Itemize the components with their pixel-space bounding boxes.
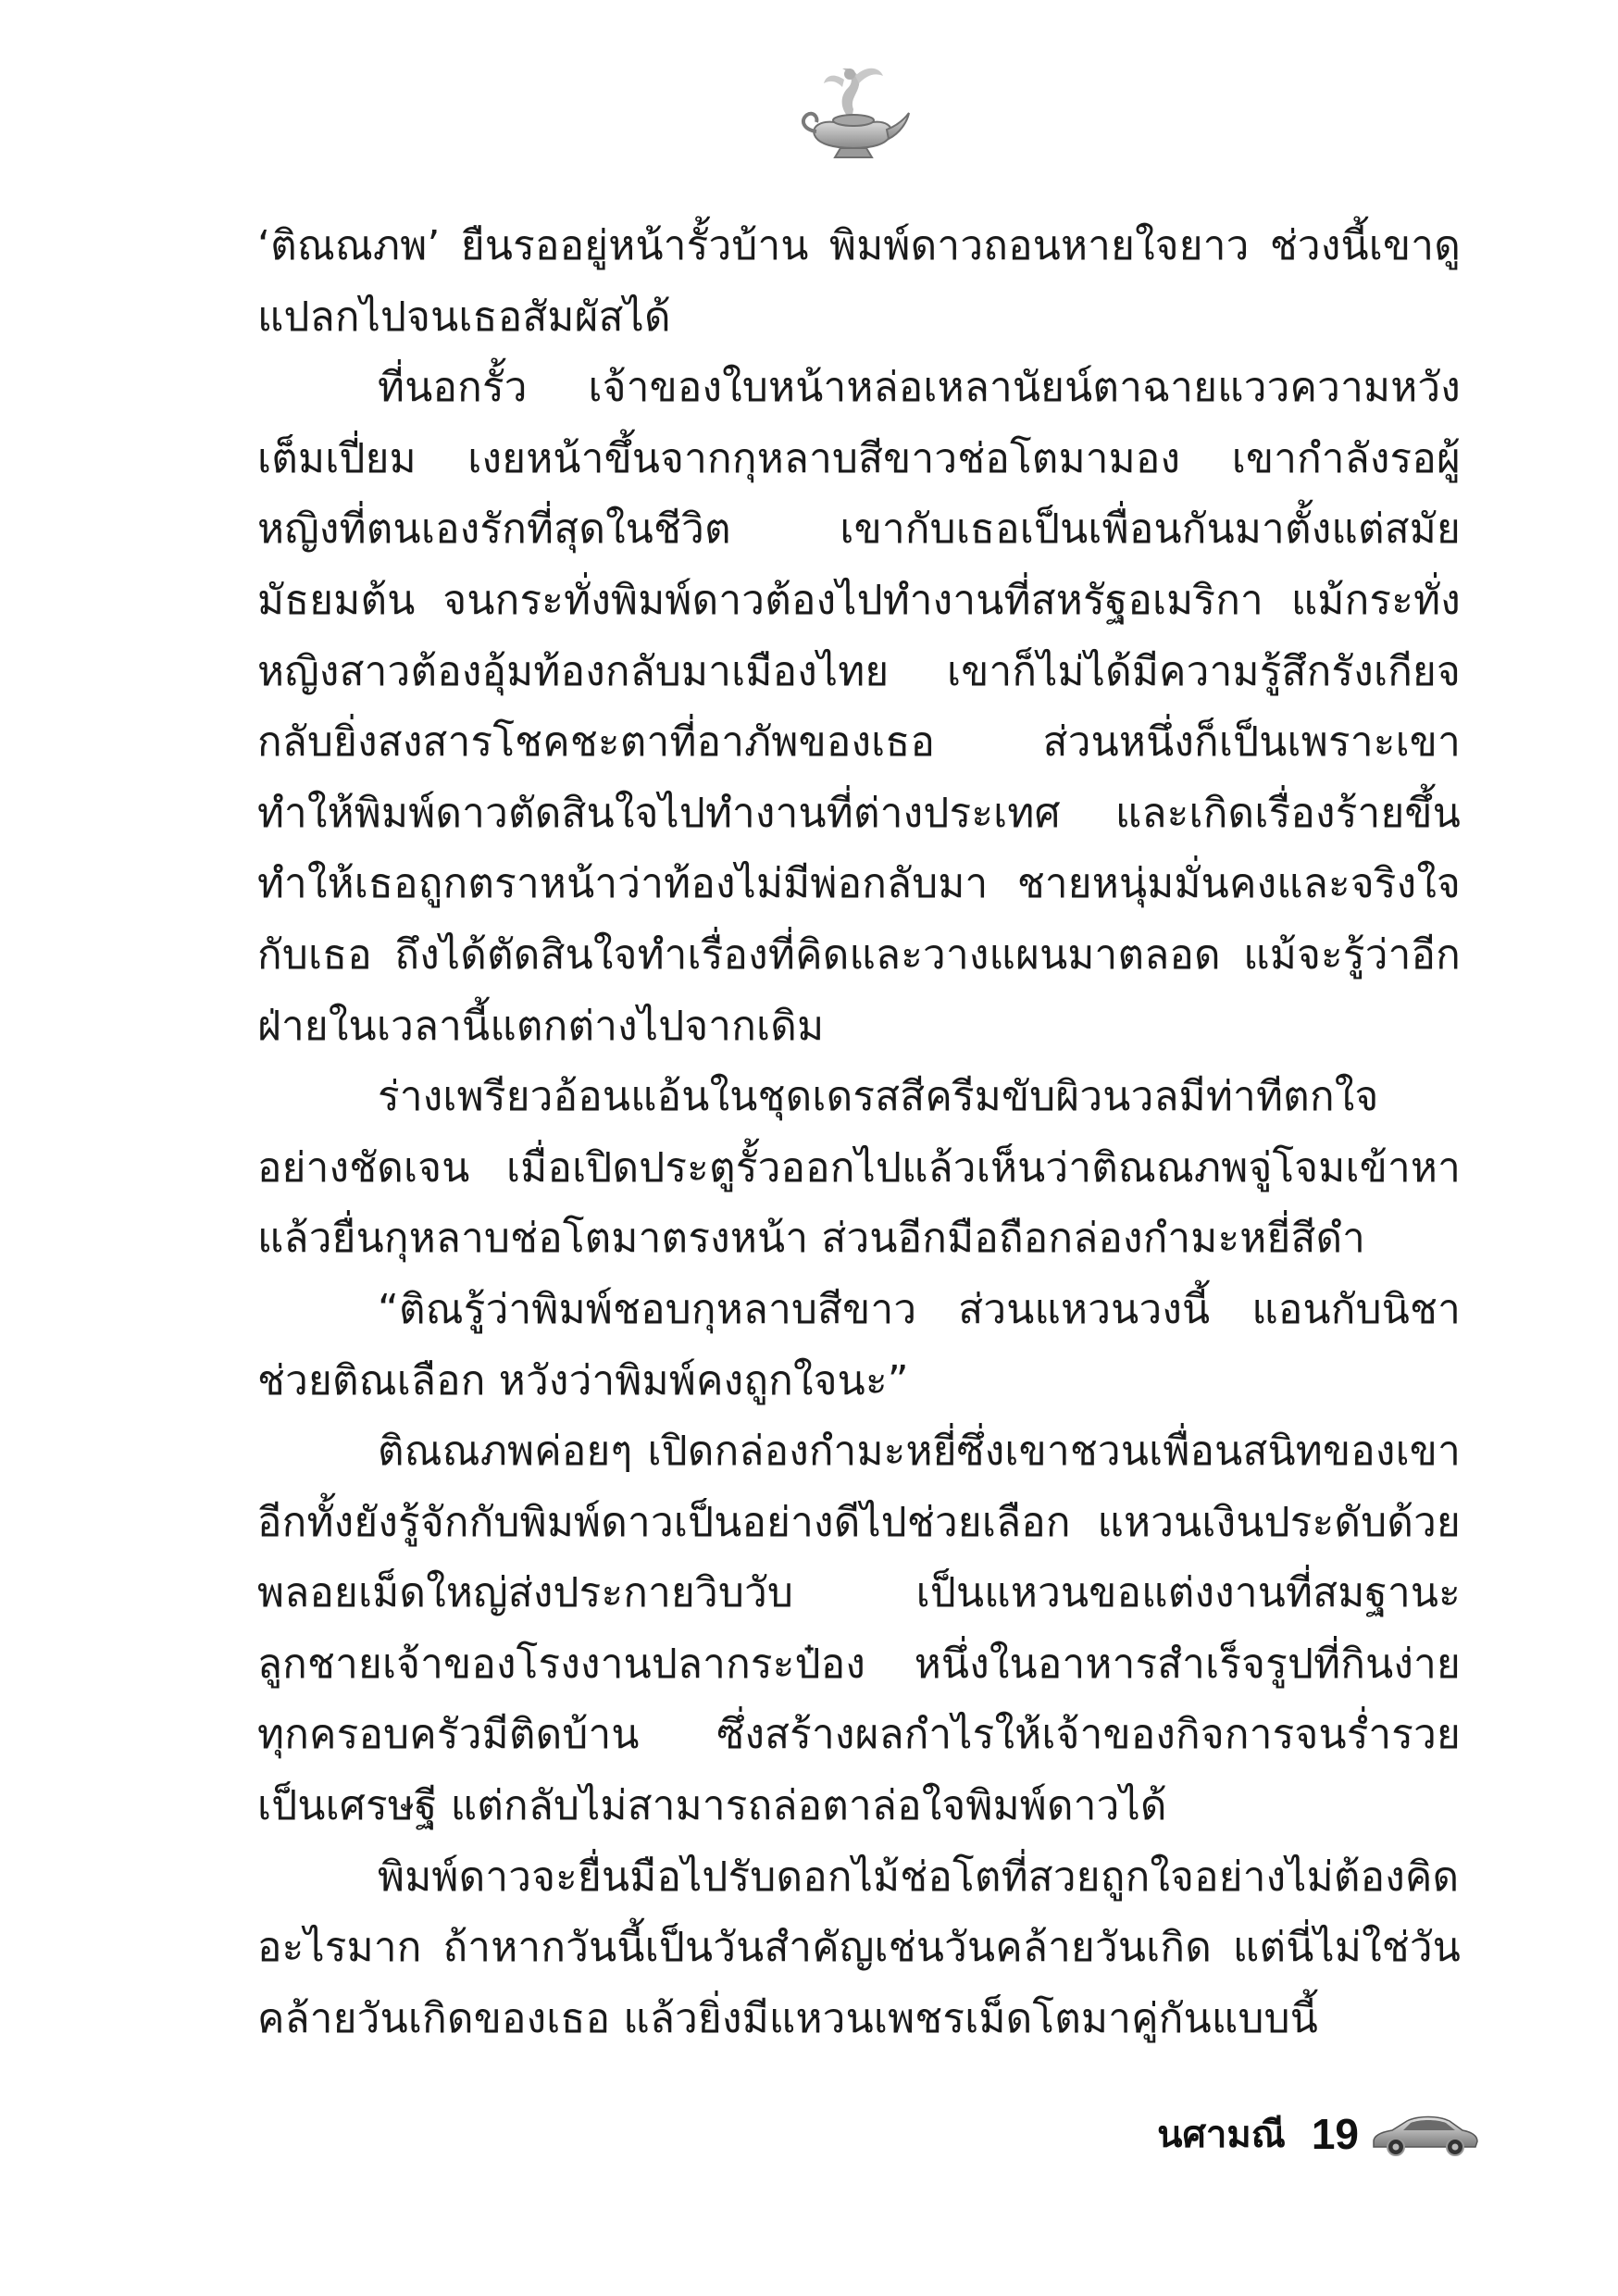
- car-icon: [1370, 2110, 1479, 2158]
- paragraph-4: “ติณรู้ว่าพิมพ์ชอบกุหลาบสีขาว ส่วนแหวนวงนี้ แอนกับนิชาช่วยติณเลือก หวังว่าพิมพ์คงถูกใจนะ”: [257, 1285, 1461, 1404]
- body-text: [257, 211, 1461, 2054]
- paragraph-6: พิมพ์ดาวจะยื่นมือไปรับดอกไม้ช่อโตที่สวยถูกใจอย่างไม่ต้องคิดอะไรมาก ถ้าหากวันนี้เป็นวันสำคัญเช่นวันคล้ายวันเกิด แต่นี่ไม่ใช่วันคล้ายวันเกิดของเธอ แล้วยิ่งมีแหวนเพชรเม็ดโตมาคู่กันแบบนี้: [257, 1853, 1461, 2042]
- genie-lamp-icon: [794, 56, 915, 167]
- paragraph-5: ติณณภพค่อยๆ เปิดกล่องกำมะหยี่ซึ่งเขาชวนเพื่อนสนิทของเขาอีกทั้งยังรู้จักกับพิมพ์ดาวเป็นอย่างดีไปช่วยเลือก แหวนเงินประดับด้วยพลอยเม็ดใหญ่ส่งประกายวิบวับ เป็นแหวนขอแต่งงานที่สมฐานะลูกชายเจ้าของโรงงานปลากระป๋อง หนึ่งในอาหารสำเร็จรูปที่กินง่ายทุกครอบครัวมีติดบ้าน ซึ่งสร้างผลกำไรให้เจ้าของกิจการจนร่ำรวยเป็นเศรษฐี แต่กลับไม่สามารถล่อตาล่อใจพิมพ์ดาวได้: [257, 1428, 1461, 1830]
- page-footer: [1157, 2102, 1479, 2166]
- footer-author: นศามณี: [1157, 2114, 1286, 2156]
- paragraph-2: ที่นอกรั้ว เจ้าของใบหน้าหล่อเหลานัยน์ตาฉายแววความหวังเต็มเปี่ยม เงยหน้าขึ้นจากกุหลาบสีขาวช่อโตมามอง เขากำลังรอผู้หญิงที่ตนเองรักที่สุดในชีวิต เขากับเธอเป็นเพื่อนกันมาตั้งแต่สมัยมัธยมต้น จนกระทั่งพิมพ์ดาวต้องไปทำงานที่สหรัฐอเมริกา แม้กระทั่งหญิงสาวต้องอุ้มท้องกลับมาเมืองไทย เขาก็ไม่ได้มีความรู้สึกรังเกียจ กลับยิ่งสงสารโชคชะตาที่อาภัพของเธอ ส่วนหนึ่งก็เป็นเพราะเขาทำให้พิมพ์ดาวตัดสินใจไปทำงานที่ต่างประเทศ และเกิดเรื่องร้ายขึ้น ทำให้เธอถูกตราหน้าว่าท้องไม่มีพ่อกลับมา ชายหนุ่มมั่นคงและจริงใจกับเธอ ถึงได้ตัดสินใจทำเรื่องที่คิดและวางแผนมาตลอด แม้จะรู้ว่าอีกฝ่ายในเวลานี้แตกต่างไปจากเดิม: [257, 364, 1461, 1050]
- page-number: 19: [1311, 2110, 1359, 2158]
- paragraph-1: ‘ติณณภพ’ ยืนรออยู่หน้ารั้วบ้าน พิมพ์ดาวถอนหายใจยาว ช่วงนี้เขาดูแปลกไปจนเธอสัมผัสได้: [257, 222, 1461, 341]
- paragraph-3: ร่างเพรียวอ้อนแอ้นในชุดเดรสสีครีมขับผิวนวลมีท่าทีตกใจอย่างชัดเจน เมื่อเปิดประตูรั้วออกไปแล้วเห็นว่าติณณภพจู่โจมเข้าหา แล้วยื่นกุหลาบช่อโตมาตรงหน้า ส่วนอีกมือถือกล่องกำมะหยี่สีดำ: [257, 1073, 1461, 1263]
